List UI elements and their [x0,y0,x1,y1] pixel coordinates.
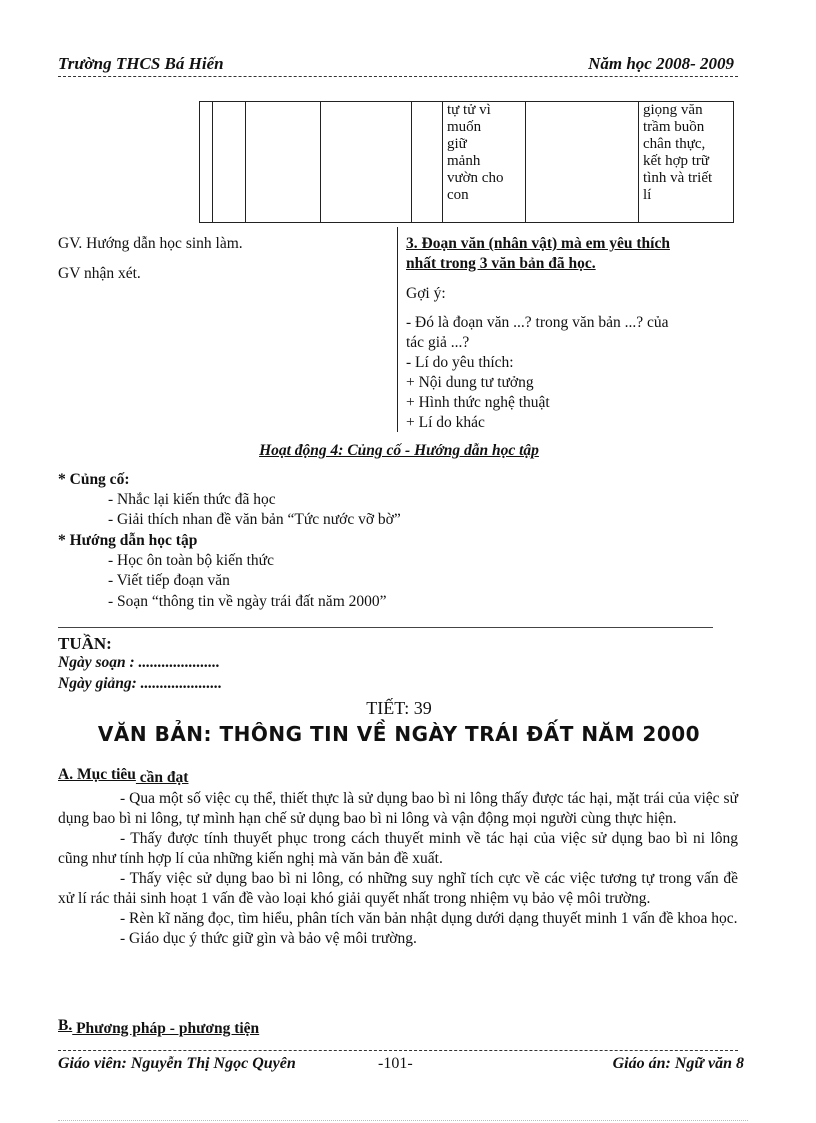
cell-line: lí [643,187,652,203]
hint-label: Gợi ý: [406,285,446,302]
school-name: Trường THCS Bá Hiến [58,54,224,73]
hint-reason: - Lí do yêu thích: [406,354,514,371]
cell-line: tự tử vì [447,102,491,118]
column-divider [397,227,398,432]
hint-line1: - Đó là đoạn văn ...? trong văn bản ...? của [406,314,669,331]
lesson-period: TIẾT: 39 [366,698,432,718]
activity4-title: Hoạt động 4: Củng cố - Hướng dẫn học tập [259,442,539,459]
hint-other: + Lí do khác [406,414,485,431]
consolidate-item: - Nhắc lại kiến thức đã học [108,491,276,508]
table-cell [526,102,639,223]
section-divider [58,627,713,628]
cell-line: muốn [447,119,482,135]
cell-line: giữ [447,136,467,152]
table-row [200,102,734,223]
objective-paragraph: - Rèn kĩ năng đọc, tìm hiểu, phân tích văn bản nhật dụng dưới dạng thuyết minh 1 vấn đề khoa học. [120,910,738,927]
school-year: Năm học 2008- 2009 [588,54,734,73]
objective-paragraph: - Thấy được tính thuyết phục trong cách thuyết minh về tác hại của việc sử dụng bao bì ni lông cũng như tính hợp lí của những kiến nghị mà văn bản đề xuất. [58,830,738,867]
header-divider [58,76,738,77]
week-label: TUẦN: [58,634,112,653]
exercise-heading-line1: 3. Đoạn văn (nhân vật) mà em yêu thích [406,235,670,252]
cell-line: kết hợp trữ [643,153,710,169]
table-cell [200,102,213,223]
footer-plan: Giáo án: Ngữ văn 8 [612,1055,744,1072]
teacher-activity-review: GV nhận xét. [58,265,141,282]
section-a-body [58,789,738,949]
exercise-heading-line2: nhất trong 3 văn bản đã học. [406,255,596,272]
cell-line: trầm buồn [643,119,705,135]
objective-paragraph: - Giáo dục ý thức giữ gìn và bảo vệ môi trường. [120,930,417,947]
lesson-title: VĂN BẢN: THÔNG TIN VỀ NGÀY TRÁI ĐẤT NĂM 2000 [97,722,701,746]
section-a-label [58,765,188,785]
hint-form: + Hình thức nghệ thuật [406,394,550,411]
section-b-label-prefix: B. [58,1017,73,1034]
teacher-activity-guide: GV. Hướng dẫn học sinh làm. [58,235,243,252]
section-b-label-suffix: Phương pháp - phương tiện [72,1020,260,1037]
table-cell-style [639,102,734,223]
section-a-label-prefix: A. Mục tiêu [58,766,136,783]
cell-line: vườn cho [447,170,504,186]
guide-item: - Học ôn toàn bộ kiến thức [108,552,274,569]
section-a-label-suffix: cần đạt [135,769,189,786]
hint-line2: tác giả ...? [406,334,470,351]
page-number: -101- [378,1055,413,1072]
table-cell [213,102,246,223]
page-edge [58,1120,748,1121]
cell-line: chân thực, [643,136,706,152]
consolidate-label: * Củng cố: [58,471,130,488]
prep-date: Ngày soạn : ..................... [58,654,220,671]
hint-content: + Nội dung tư tưởng [406,374,534,391]
footer-teacher: Giáo viên: Nguyễn Thị Ngọc Quyên [58,1055,296,1072]
consolidate-item: - Giải thích nhan đề văn bản “Tức nước vỡ bờ” [108,511,401,528]
cell-line: giọng văn [643,102,703,118]
objective-paragraph: - Qua một số việc cụ thể, thiết thực là sử dụng bao bì ni lông thấy được tác hại, mặt trái của việc sử dụng bao bì ni lông, tự mình hạn chế sử dụng bao bì ni lông và vận động mọi người cùng thực hiện. [58,790,738,827]
table-cell [412,102,443,223]
footer-divider [58,1050,738,1051]
guide-item: - Soạn “thông tin về ngày trái đất năm 2000” [108,593,387,610]
teach-date: Ngày giảng: ..................... [58,675,223,692]
table-cell [246,102,321,223]
objective-paragraph: - Thấy việc sử dụng bao bì ni lông, có những suy nghĩ tích cực về các việc tương tự trong vấn đề xử lí rác thải sinh hoạt 1 vấn đề vào loại khó giải quyết nhất trong nhiệm vụ bảo vệ môi trường. [58,870,738,907]
cell-line: con [447,187,469,203]
table-cell-reason [443,102,526,223]
table-cell [321,102,412,223]
guide-label: * Hướng dẫn học tập [58,532,198,549]
cell-line: tình và triết [643,170,713,186]
comparison-table-fragment [199,101,734,223]
cell-line: mảnh [447,153,481,169]
guide-item: - Viết tiếp đoạn văn [108,572,230,589]
section-b-label [58,1016,259,1036]
